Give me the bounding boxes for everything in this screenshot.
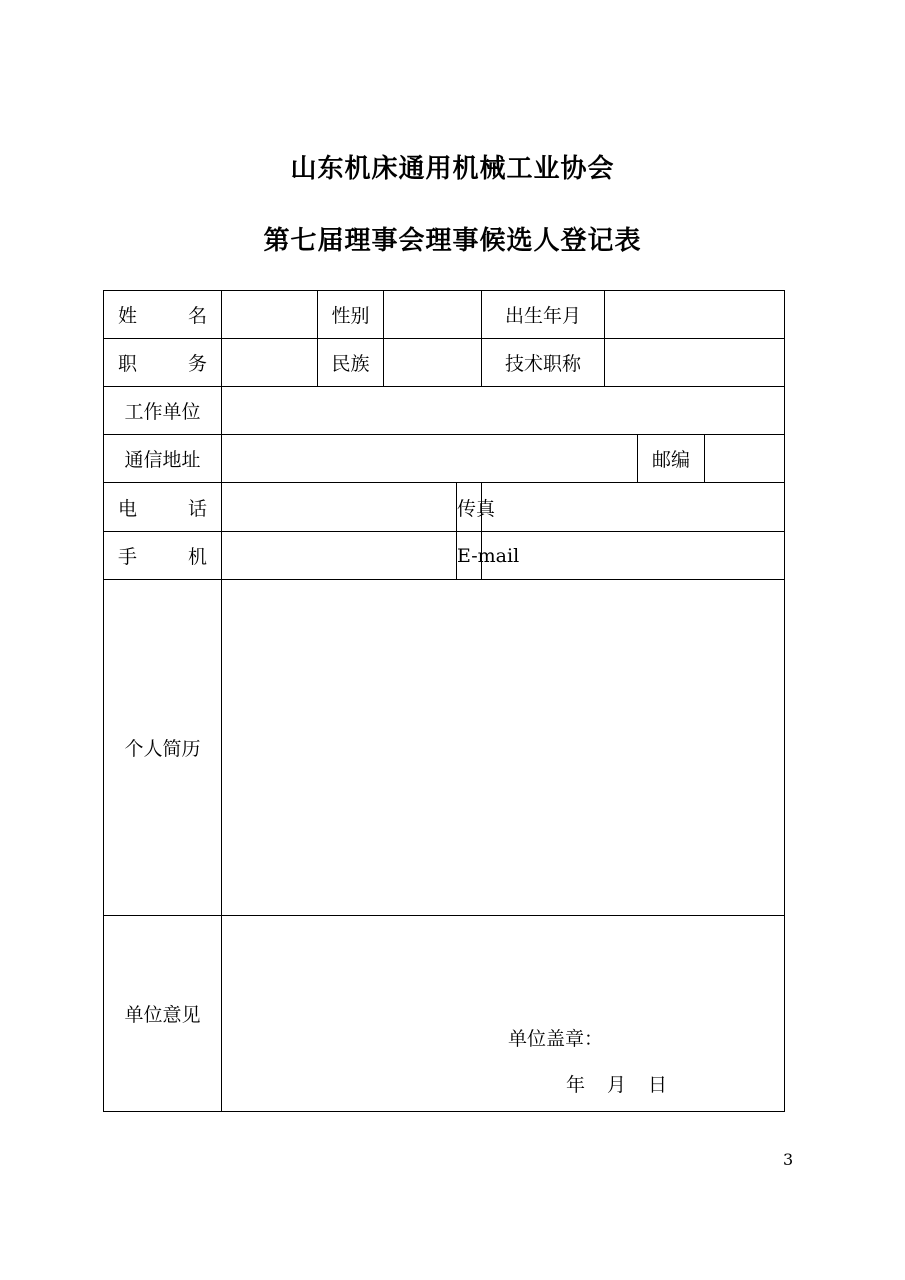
position-field[interactable] (222, 339, 318, 387)
birth-label: 出生年月 (482, 291, 605, 339)
employer-label: 工作单位 (104, 387, 222, 435)
form-title: 第七届理事会理事候选人登记表 (263, 226, 642, 256)
postcode-label: 邮编 (638, 435, 705, 483)
date-line (566, 1070, 689, 1097)
email-field[interactable] (482, 532, 785, 580)
opinion-field[interactable] (222, 916, 785, 1112)
table-row (104, 291, 785, 339)
ethnicity-label: 民族 (318, 339, 384, 387)
table-row (104, 580, 785, 916)
position-label: 职 务 (104, 339, 222, 387)
gender-field[interactable] (384, 291, 482, 339)
email-label: E-mail (457, 532, 482, 580)
name-label: 姓 名 (104, 291, 222, 339)
fax-field[interactable] (482, 483, 785, 532)
document-title: 山东机床通用机械工业协会 (290, 154, 615, 184)
table-row (104, 483, 785, 532)
employer-field[interactable] (222, 387, 785, 435)
registration-form-table (103, 290, 785, 1112)
address-field[interactable] (222, 435, 638, 483)
day-label: 日 (648, 1074, 668, 1096)
tech-title-field[interactable] (605, 339, 785, 387)
fax-label: 传真 (457, 483, 482, 532)
table-row (104, 532, 785, 580)
table-row (104, 435, 785, 483)
phone-field[interactable] (222, 483, 457, 532)
page-number: 3 (783, 1150, 794, 1169)
table-row (104, 339, 785, 387)
opinion-label: 单位意见 (104, 916, 222, 1112)
table-row (104, 916, 785, 1112)
birth-field[interactable] (605, 291, 785, 339)
seal-label: 单位盖章： (508, 1028, 604, 1050)
address-label: 通信地址 (104, 435, 222, 483)
year-label: 年 (566, 1074, 586, 1096)
resume-label: 个人简历 (104, 580, 222, 916)
month-label: 月 (607, 1074, 627, 1096)
table-row (104, 387, 785, 435)
resume-field[interactable] (222, 580, 785, 916)
postcode-field[interactable] (705, 435, 785, 483)
phone-label: 电 话 (104, 483, 222, 532)
mobile-label: 手 机 (104, 532, 222, 580)
gender-label: 性别 (318, 291, 384, 339)
mobile-field[interactable] (222, 532, 457, 580)
tech-title-label: 技术职称 (482, 339, 605, 387)
ethnicity-field[interactable] (384, 339, 482, 387)
name-field[interactable] (222, 291, 318, 339)
